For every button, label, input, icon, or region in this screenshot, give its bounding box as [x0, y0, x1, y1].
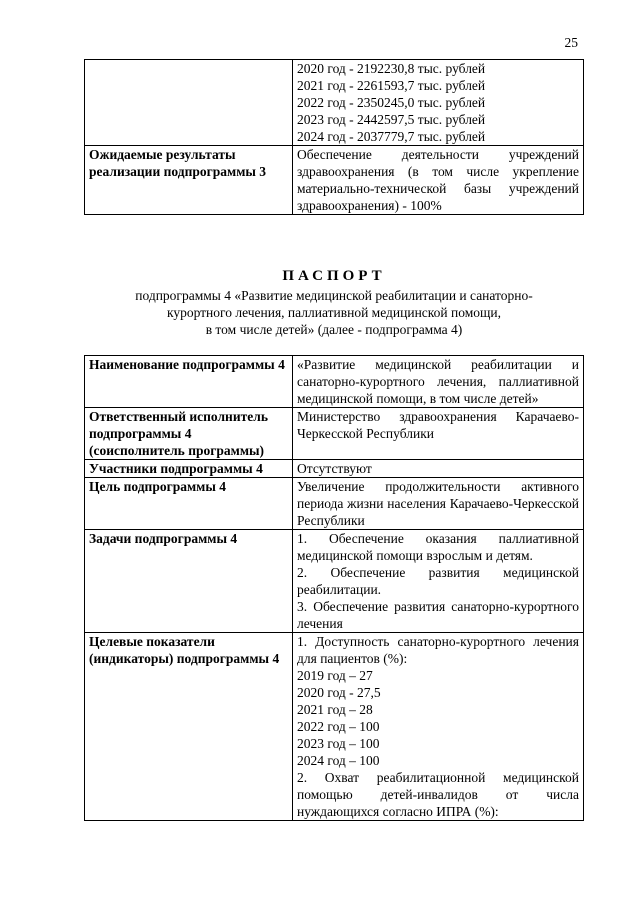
- row-label: Ответственный исполнитель подпрограммы 4 (соисполнитель программы): [85, 408, 293, 460]
- indicator-line: 2020 год - 27,5: [297, 685, 381, 700]
- row-label: Участники подпрограммы 4: [85, 460, 293, 478]
- page-number: 25: [564, 35, 578, 50]
- indicator-line: 2019 год – 27: [297, 668, 373, 683]
- row-label: Целевые показатели (индикаторы) подпрограммы 4: [85, 633, 293, 821]
- row-value: «Развитие медицинской реабилитации и санаторно-курортного лечения, паллиативной медицинской помощи, в том числе детей»: [293, 356, 584, 408]
- table-row: [85, 530, 584, 633]
- row-value: [293, 530, 584, 633]
- finance-line: 2022 год - 2350245,0 тыс. рублей: [297, 95, 486, 110]
- task-item: 3. Обеспечение развития санаторно-курортного лечения: [297, 599, 579, 631]
- passport-title: ПАСПОРТ: [282, 268, 386, 284]
- finance-line: 2021 год - 2261593,7 тыс. рублей: [297, 78, 486, 93]
- passport-table: [84, 355, 584, 821]
- table-row: [85, 60, 584, 146]
- row-label: Цель подпрограммы 4: [85, 478, 293, 530]
- indicator-line: 2023 год – 100: [297, 736, 380, 751]
- table-row: [85, 146, 584, 215]
- indicator-line: 2022 год – 100: [297, 719, 380, 734]
- indicator-line: 1. Доступность санаторно-курортного лечения для пациентов (%):: [297, 634, 579, 666]
- expected-results-value: Обеспечение деятельности учреждений здравоохранения (в том числе укрепление материально-технической базы учреждений здравоохранения) - 100%: [293, 146, 584, 215]
- finance-line: 2024 год - 2037779,7 тыс. рублей: [297, 129, 486, 144]
- passport-heading: [84, 268, 584, 338]
- row-value: Министерство здравоохранения Карачаево-Черкесской Республики: [293, 408, 584, 460]
- table-row: [85, 460, 584, 478]
- table-row: [85, 356, 584, 408]
- finance-line: 2020 год - 2192230,8 тыс. рублей: [297, 61, 486, 76]
- indicator-line: 2024 год – 100: [297, 753, 380, 768]
- passport-subtitle-line: в том числе детей» (далее - подпрограмма 4): [205, 322, 463, 337]
- row-value: Увеличение продолжительности активного периода жизни населения Карачаево-Черкесской Республики: [293, 478, 584, 530]
- row-label: Задачи подпрограммы 4: [85, 530, 293, 633]
- row-label: Наименование подпрограммы 4: [85, 356, 293, 408]
- table-row: [85, 633, 584, 821]
- task-item: 2. Обеспечение развития медицинской реабилитации.: [297, 565, 579, 597]
- task-item: 1. Обеспечение оказания паллиативной медицинской помощи взрослым и детям.: [297, 531, 579, 563]
- finance-value-cell: [293, 60, 584, 146]
- finance-line: 2023 год - 2442597,5 тыс. рублей: [297, 112, 486, 127]
- row-value: Отсутствуют: [293, 460, 584, 478]
- finance-label-cell: [85, 60, 293, 146]
- passport-subtitle-line: курортного лечения, паллиативной медицинской помощи,: [166, 305, 502, 320]
- indicator-line: 2. Охват реабилитационной медицинской помощью детей-инвалидов от числа нуждающихся согласно ИПРА (%):: [297, 770, 579, 819]
- continuation-table: [84, 59, 584, 215]
- table-row: [85, 478, 584, 530]
- indicator-line: 2021 год – 28: [297, 702, 373, 717]
- table-row: [85, 408, 584, 460]
- expected-results-label: Ожидаемые результаты реализации подпрограммы 3: [85, 146, 293, 215]
- row-value: [293, 633, 584, 821]
- passport-subtitle-line: подпрограммы 4 «Развитие медицинской реабилитации и санаторно-: [135, 288, 533, 303]
